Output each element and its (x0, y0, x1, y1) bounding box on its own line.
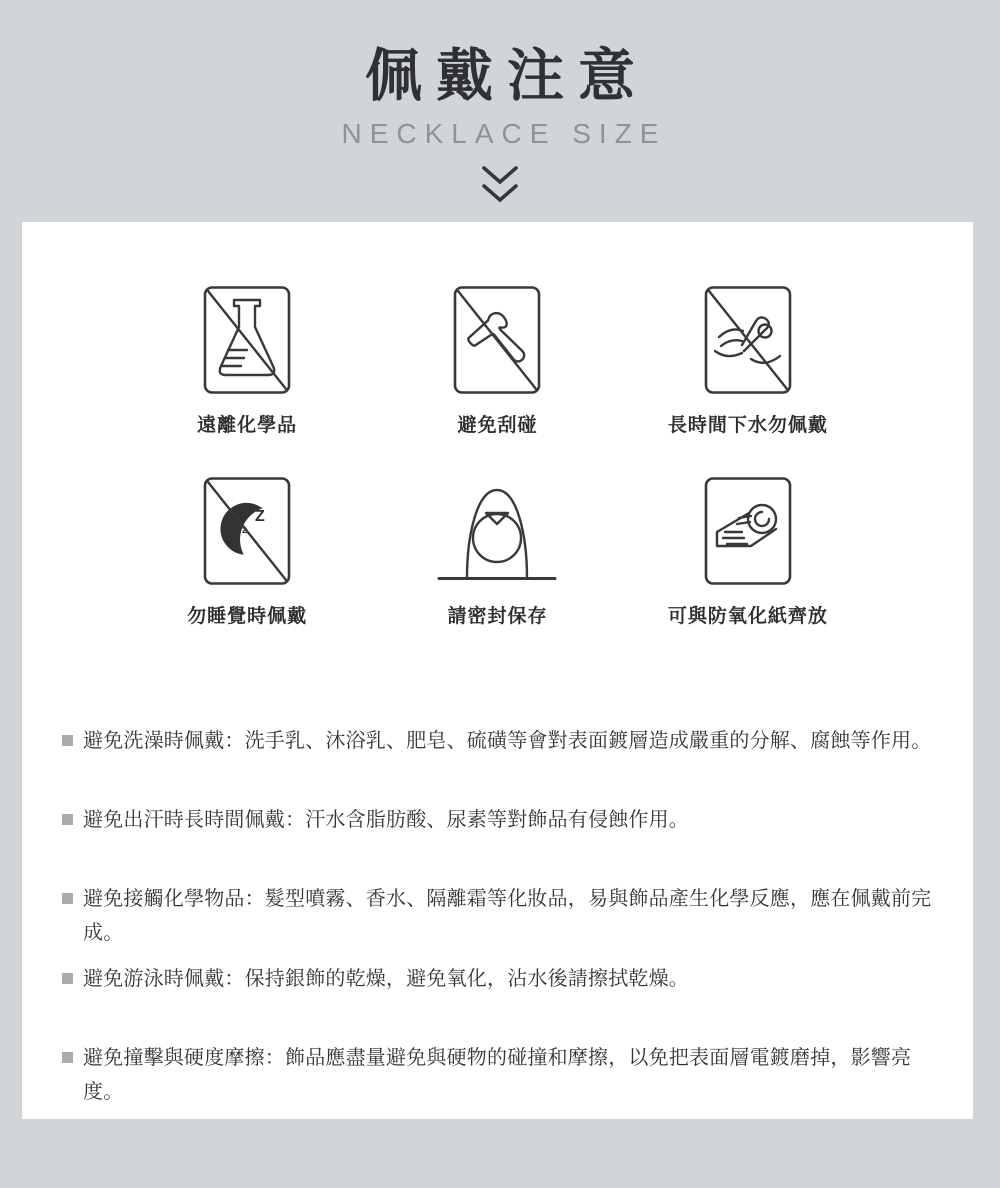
care-icon-grid (22, 284, 973, 628)
bullet-square-icon (62, 1052, 73, 1063)
care-icon-cell-paper (623, 475, 873, 628)
note-item (62, 803, 945, 837)
note-text: 避免洗澡時佩戴：洗手乳、沐浴乳、肥皂、硫磺等會對表面鍍層造成嚴重的分解、腐蝕等作用。 (83, 730, 932, 752)
no-sleep-moon-icon (201, 475, 293, 587)
no-chemicals-flask-icon (201, 284, 293, 396)
no-scratch-hammer-icon (451, 284, 543, 396)
care-icon-cell-sealed (372, 475, 622, 628)
care-icon-cell-swimming (623, 284, 873, 437)
icon-label: 長時間下水勿佩戴 (667, 415, 828, 436)
icon-label: 避免刮碰 (457, 415, 538, 436)
sealed-ring-bag-icon (436, 475, 558, 587)
care-icon-cell-chemicals (122, 284, 372, 437)
page-subtitle: NECKLACE SIZE (341, 118, 667, 149)
note-text: 避免游泳時佩戴：保持銀飾的乾燥，避免氧化，沾水後請擦拭乾燥。 (83, 968, 689, 990)
bullet-square-icon (62, 814, 73, 825)
svg-text:Z: Z (255, 508, 265, 525)
note-text: 避免接觸化學物品：髮型噴霧、香水、隔離霜等化妝品，易與飾品產生化學反應，應在佩戴前完成。 (83, 888, 932, 944)
note-text: 避免撞擊與硬度摩擦：飾品應盡量避免與硬物的碰撞和摩擦，以免把表面層電鍍磨掉，影響亮度。 (83, 1047, 912, 1103)
note-item (62, 882, 945, 950)
no-swimming-long-icon (702, 284, 794, 396)
svg-text:z: z (242, 525, 248, 536)
note-item (62, 724, 945, 758)
header (0, 30, 1000, 213)
note-item (62, 1041, 945, 1109)
page-title: 佩戴注意 (365, 44, 649, 108)
icon-label: 請密封保存 (447, 606, 548, 627)
anti-oxidation-paper-icon (702, 475, 794, 587)
bullet-square-icon (62, 735, 73, 746)
icon-label: 可與防氧化紙齊放 (667, 606, 828, 627)
care-notes-list (22, 628, 973, 1109)
bullet-square-icon (62, 973, 73, 984)
care-instructions-card (22, 222, 973, 1119)
icon-label: 勿睡覺時佩戴 (187, 606, 308, 627)
note-item (62, 962, 945, 996)
care-icon-cell-scratch (372, 284, 622, 437)
bullet-square-icon (62, 893, 73, 904)
double-chevron-down-icon (0, 163, 1000, 213)
icon-label: 遠離化學品 (197, 415, 298, 436)
note-text: 避免出汗時長時間佩戴：汗水含脂肪酸、尿素等對飾品有侵蝕作用。 (83, 809, 689, 831)
care-icon-cell-sleep (122, 475, 372, 628)
